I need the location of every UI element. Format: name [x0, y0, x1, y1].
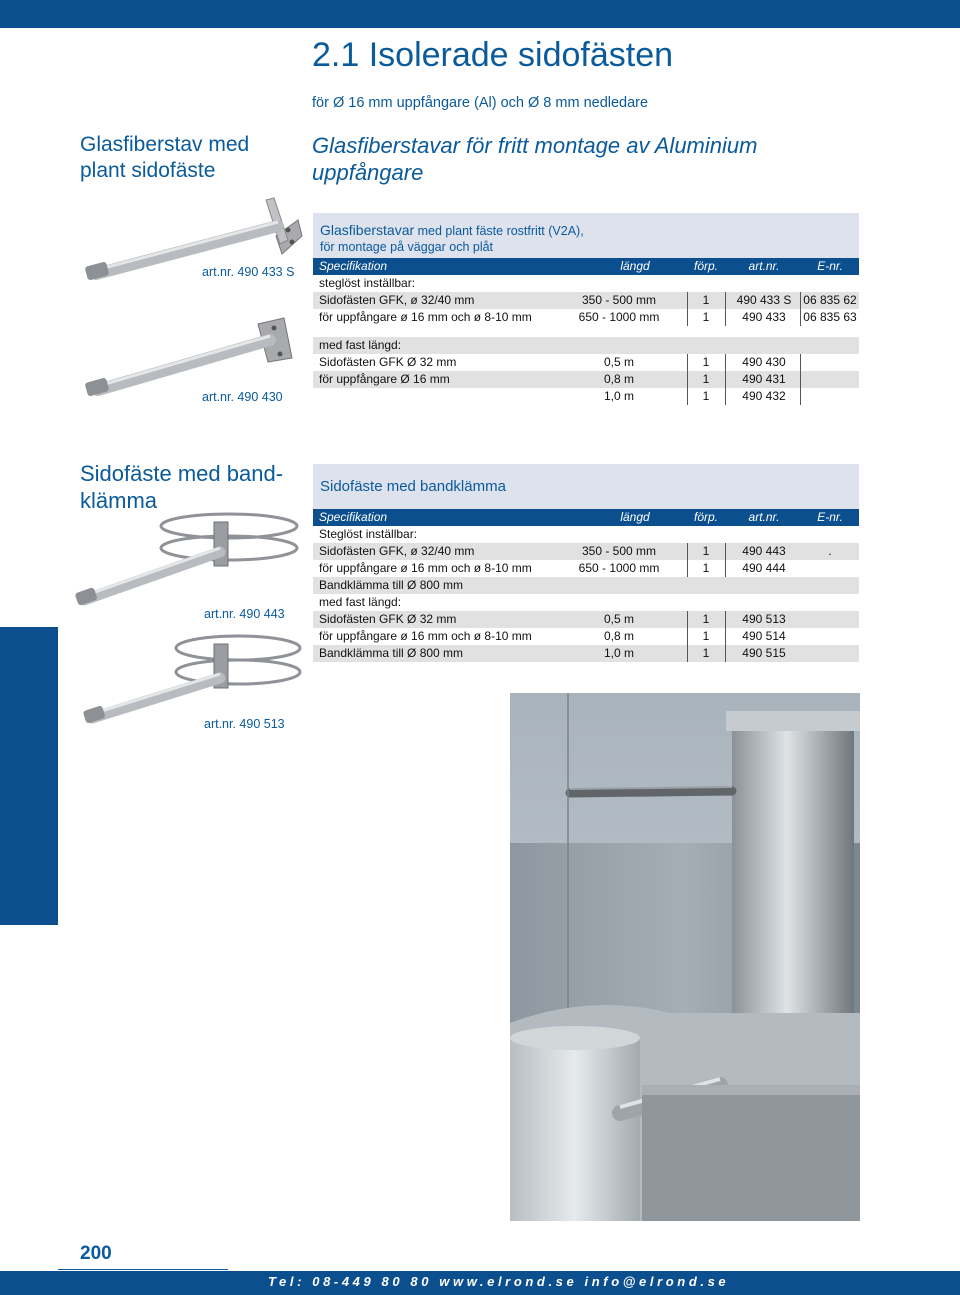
- section1-side-title: Glasfiberstav med plant sidofäste: [80, 133, 250, 182]
- cell-pack: 1: [702, 561, 710, 575]
- box-title-prefix: Glasfiberstavar: [320, 222, 415, 238]
- cell-pack: 1: [702, 612, 710, 626]
- table-row: [313, 292, 859, 309]
- table-row: [313, 645, 859, 662]
- cell-spec: Bandklämma till Ø 800 mm: [319, 578, 464, 592]
- col-artnr: art.nr.: [748, 259, 780, 273]
- caption-490-443: art.nr. 490 443: [204, 607, 285, 621]
- col-spec: Specifikation: [319, 259, 388, 273]
- table-row: [313, 628, 859, 645]
- cell-pack: 1: [702, 310, 710, 324]
- col-length: längd: [620, 510, 650, 524]
- cell-spec: Sidofästen GFK Ø 32 mm: [319, 612, 457, 626]
- cell-pack: 1: [702, 372, 710, 386]
- cell-artnr: 490 432: [742, 389, 786, 403]
- page-number-rule: [58, 1269, 228, 1270]
- product-image-490-443: [74, 508, 306, 618]
- cell-length: 0,8 m: [603, 629, 634, 643]
- cell-artnr: 490 433: [742, 310, 786, 324]
- cell-pack: 1: [702, 629, 710, 643]
- section1-box-title: [313, 213, 859, 258]
- cell-length: 650 - 1000 mm: [578, 561, 660, 575]
- group-label: med fast längd:: [319, 338, 402, 352]
- cell-pack: 1: [702, 389, 710, 403]
- section2-table: [313, 509, 859, 662]
- cell-enr: .: [828, 544, 832, 558]
- caption-490-430: art.nr. 490 430: [202, 390, 283, 404]
- box-title-rest: med plant fäste rostfritt (V2A),: [414, 224, 584, 238]
- table-row: [313, 388, 859, 405]
- caption-490-513: art.nr. 490 513: [204, 717, 285, 731]
- section1-table: [313, 258, 859, 326]
- group-label: Steglöst inställbar:: [319, 527, 418, 541]
- cell-pack: 1: [702, 355, 710, 369]
- cell-length: 0,5 m: [603, 612, 634, 626]
- col-pack: förp.: [693, 510, 718, 524]
- cell-length: 350 - 500 mm: [581, 544, 657, 558]
- group-label: steglöst inställbar:: [319, 276, 416, 290]
- cell-spec: Sidofästen GFK, ø 32/40 mm: [319, 544, 475, 558]
- top-band: [0, 0, 960, 28]
- page-subtitle: för Ø 16 mm uppfångare (Al) och Ø 8 mm nedledare: [312, 95, 649, 111]
- cell-spec: Sidofästen GFK, ø 32/40 mm: [319, 293, 475, 307]
- cell-enr: 06 835 63: [803, 310, 857, 324]
- table-row: [313, 577, 859, 594]
- table-row: [313, 337, 859, 354]
- table-row: [313, 560, 859, 577]
- section1-main-title: Glasfiberstavar för fritt montage av Aluminium uppfångare: [312, 133, 758, 185]
- group-label: med fast längd:: [319, 595, 402, 609]
- cell-length: 650 - 1000 mm: [578, 310, 660, 324]
- cell-pack: 1: [702, 293, 710, 307]
- col-enr: E-nr.: [817, 510, 843, 524]
- table-row: [313, 354, 859, 371]
- table-row: [313, 594, 859, 611]
- section2-box-title: [313, 464, 859, 509]
- cell-length: 1,0 m: [603, 389, 634, 403]
- side-accent-bar: [0, 627, 58, 925]
- cell-spec: för uppfångare Ø 16 mm: [319, 372, 450, 386]
- cell-artnr: 490 444: [742, 561, 786, 575]
- cell-enr: 06 835 62: [803, 293, 857, 307]
- cell-length: 1,0 m: [603, 646, 634, 660]
- section1-table-fixed: [313, 337, 859, 405]
- cell-pack: 1: [702, 544, 710, 558]
- cell-artnr: 490 514: [742, 629, 786, 643]
- section2-side-title: Sidofäste med band-klämma: [80, 461, 284, 513]
- cell-length: 0,8 m: [603, 372, 634, 386]
- cell-length: 0,5 m: [603, 355, 634, 369]
- table-row: [313, 309, 859, 326]
- cell-spec: Sidofästen GFK Ø 32 mm: [319, 355, 457, 369]
- page-number: 200: [80, 1243, 112, 1264]
- table-row: [313, 275, 859, 292]
- cell-artnr: 490 433 S: [736, 293, 792, 307]
- box-title: Sidofäste med bandklämma: [320, 478, 506, 495]
- col-spec: Specifikation: [319, 510, 388, 524]
- cell-artnr: 490 430: [742, 355, 786, 369]
- col-length: längd: [620, 259, 650, 273]
- cell-pack: 1: [702, 646, 710, 660]
- table-row: [313, 611, 859, 628]
- footer-contact: Tel: 08-449 80 80 www.elrond.se info@elrond.se: [268, 1274, 730, 1289]
- table-header: [313, 509, 859, 526]
- table-header: [313, 258, 859, 275]
- box-title-line2: för montage på väggar och plåt: [320, 240, 494, 254]
- cell-artnr: 490 515: [742, 646, 786, 660]
- page-title: 2.1 Isolerade sidofästen: [312, 36, 674, 74]
- cell-spec: Bandklämma till Ø 800 mm: [319, 646, 464, 660]
- table-row: [313, 371, 859, 388]
- caption-490-433s: art.nr. 490 433 S: [202, 265, 295, 279]
- cell-artnr: 490 431: [742, 372, 786, 386]
- cell-artnr: 490 443: [742, 544, 786, 558]
- col-pack: förp.: [693, 259, 718, 273]
- table-row: [313, 526, 859, 543]
- installation-photo: [510, 693, 860, 1221]
- cell-length: 350 - 500 mm: [581, 293, 657, 307]
- col-enr: E-nr.: [817, 259, 843, 273]
- cell-spec: för uppfångare ø 16 mm och ø 8-10 mm: [319, 629, 532, 643]
- col-artnr: art.nr.: [748, 510, 780, 524]
- cell-artnr: 490 513: [742, 612, 786, 626]
- product-image-490-513: [80, 628, 305, 728]
- table-row: [313, 543, 859, 560]
- cell-spec: för uppfångare ø 16 mm och ø 8-10 mm: [319, 561, 532, 575]
- cell-spec: för uppfångare ø 16 mm och ø 8-10 mm: [319, 310, 532, 324]
